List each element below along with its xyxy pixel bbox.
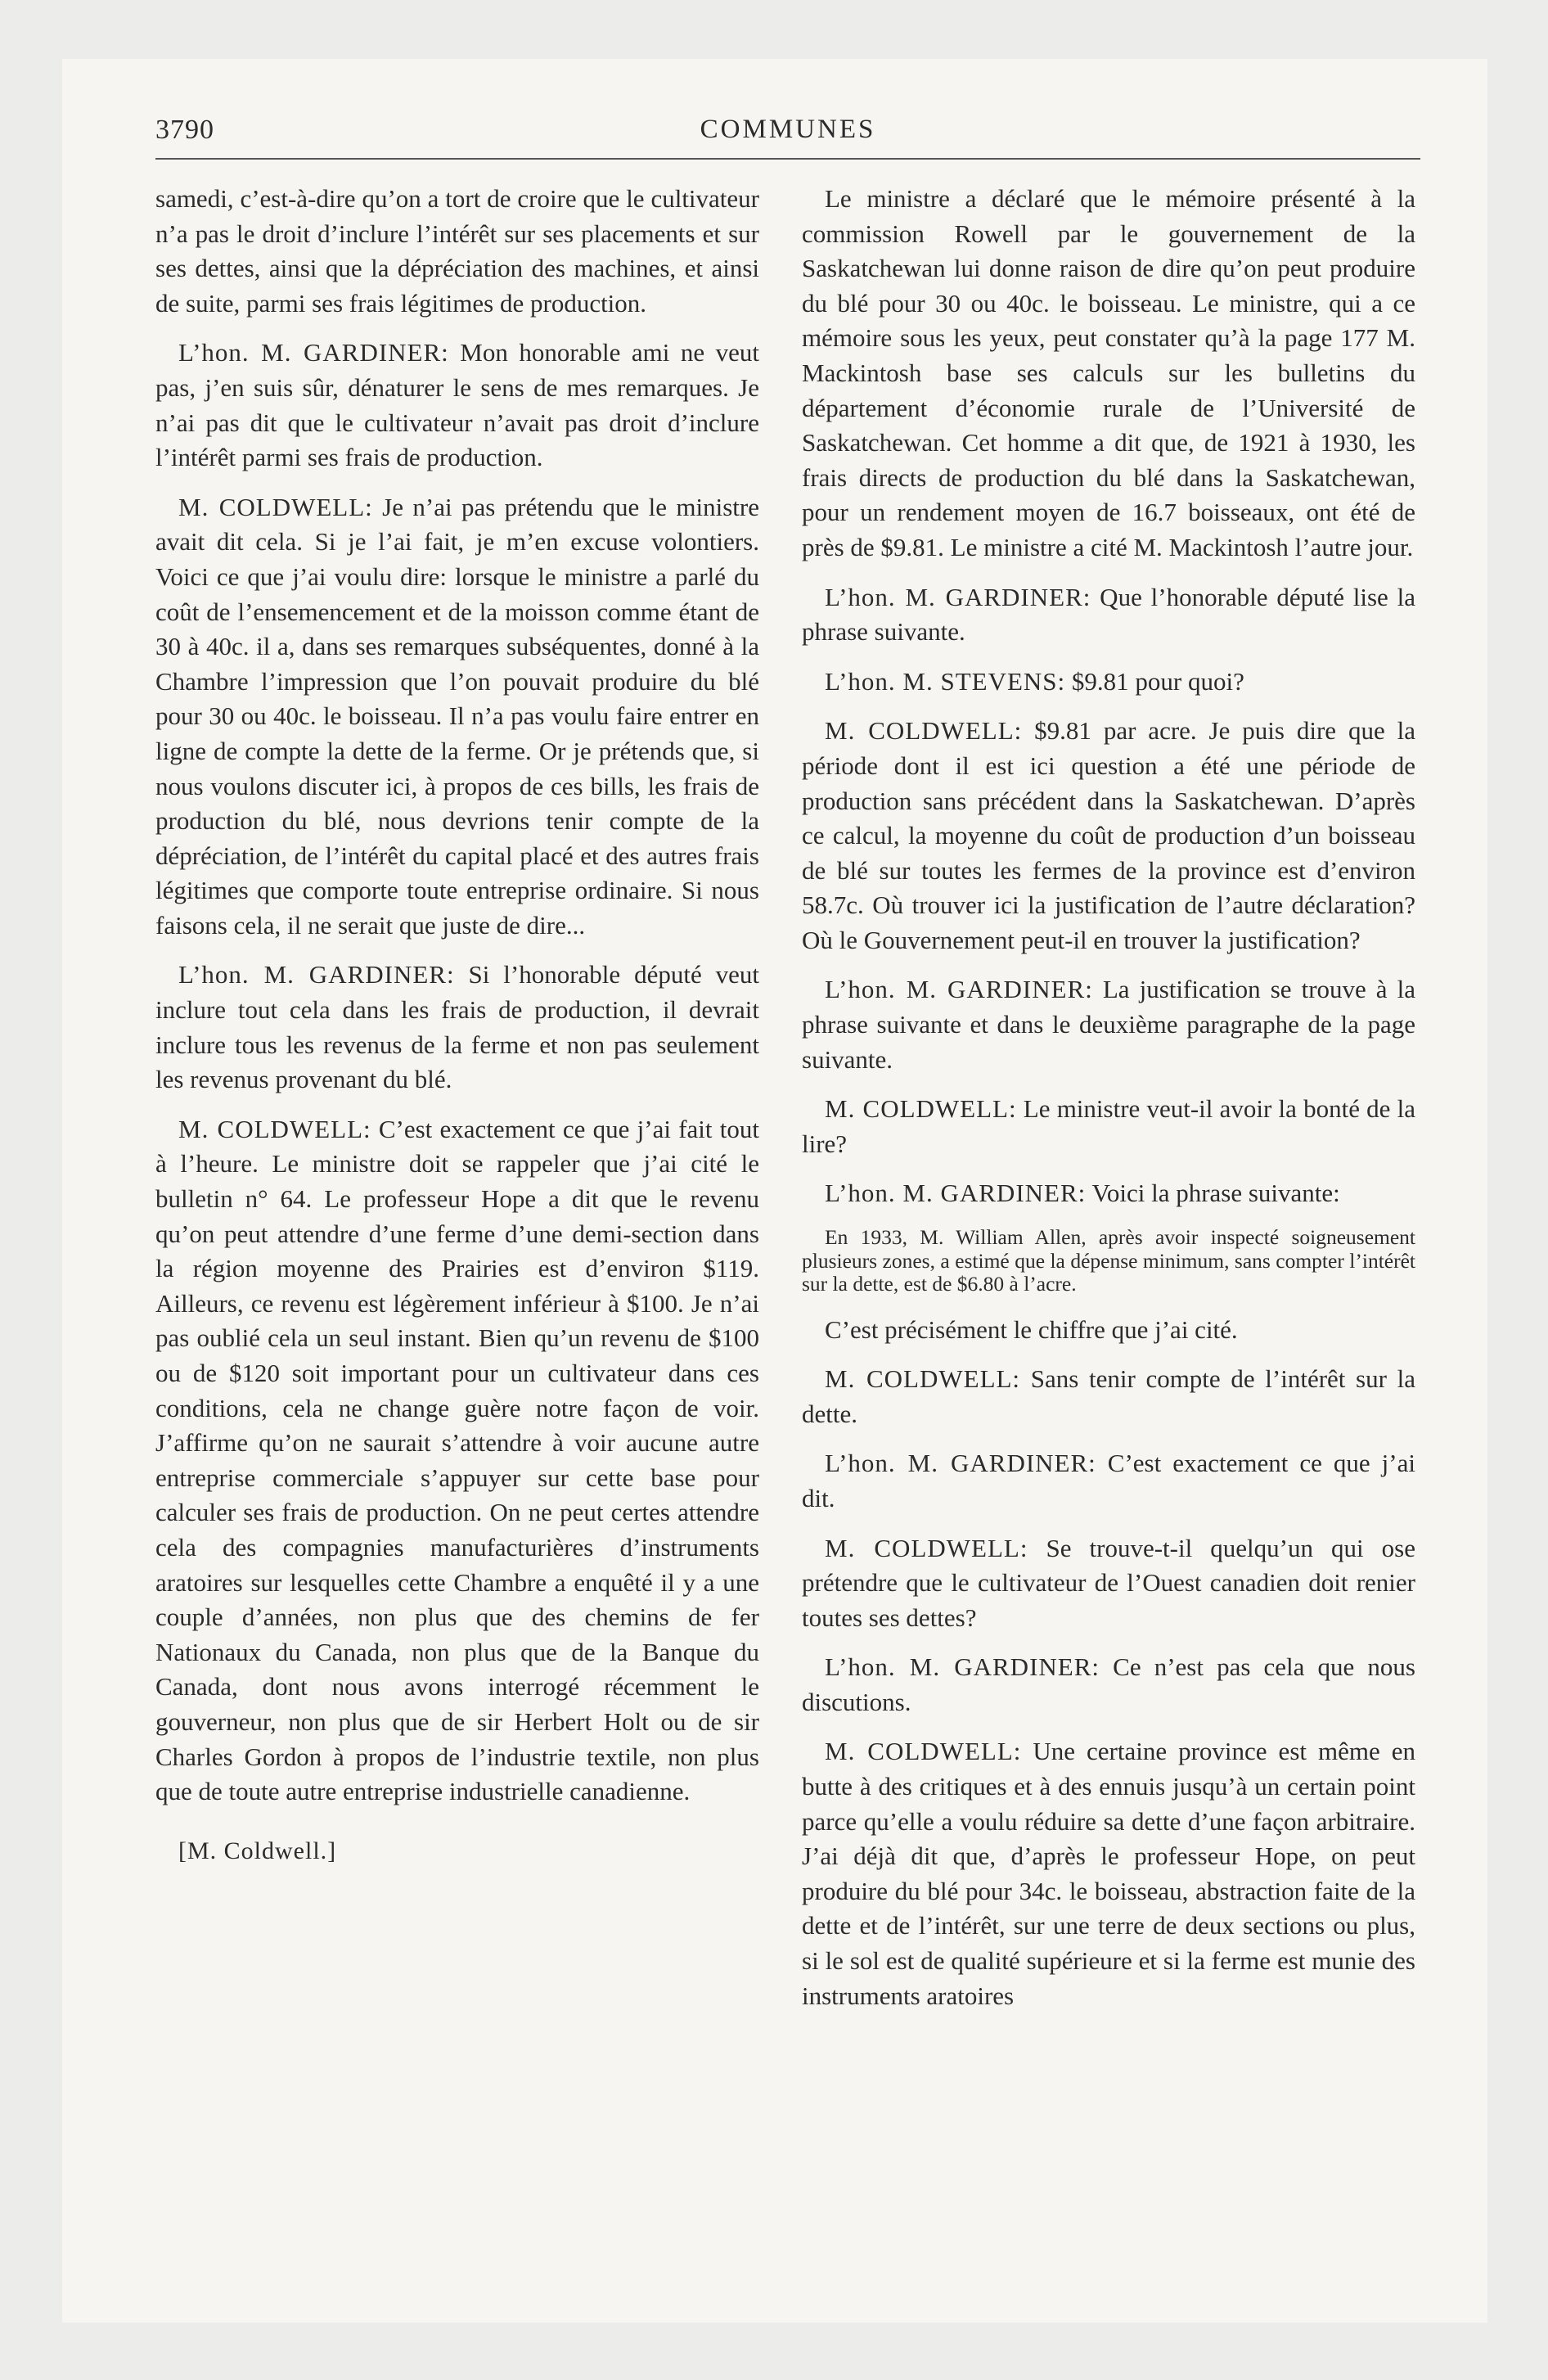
page-header — [155, 106, 1420, 159]
block-quote: En 1933, M. William Allen, après avoir inspecté soigneusement plusieurs zones, a estimé que la dépense minimum, sans compter l’intérêt sur la dette, est de $6.80 à l’acre. — [802, 1225, 1415, 1296]
paragraph: M. COLDWELL: Sans tenir compte de l’intérêt sur la dette. — [802, 1364, 1415, 1428]
paragraph: M. COLDWELL: Se trouve-t-il quelqu’un qui ose prétendre que le cultivateur de l’Ouest canadien doit renier toutes ses dettes? — [802, 1533, 1415, 1632]
speaker-name: L’hon. M. GARDINER: — [178, 338, 449, 367]
speaker-name: L’hon. M. STEVENS: — [825, 666, 1066, 696]
header-rule — [155, 158, 1420, 160]
paragraph: L’hon. M. GARDINER: Voici la phrase suivante: — [825, 1179, 1340, 1208]
speaker-name: M. COLDWELL: — [825, 1737, 1022, 1766]
speaker-name: L’hon. M. GARDINER: — [825, 1179, 1087, 1208]
page-number: 3790 — [155, 115, 214, 145]
paragraph: L’hon. M. GARDINER: Que l’honorable député lise la phrase suivante. — [802, 582, 1415, 647]
left-column — [155, 182, 759, 1868]
speaker-name: L’hon. M. GARDINER: — [178, 960, 455, 989]
paragraph: M. COLDWELL: Le ministre veut-il avoir la bonté de la lire? — [802, 1094, 1415, 1158]
paragraph: L’hon. M. GARDINER: Si l’honorable député veut inclure tout cela dans les frais de production, il devrait inclure tous les revenus de la ferme et non pas seulement les revenus provenant du blé. — [155, 960, 759, 1094]
paragraph: C’est précisément le chiffre que j’ai cité. — [825, 1314, 1238, 1344]
speaker-name: L’hon. M. GARDINER: — [825, 975, 1093, 1004]
paragraph: samedi, c’est-à-dire qu’on a tort de croire que le cultivateur n’a pas le droit d’inclure l’intérêt sur ses placements et sur ses dettes, ainsi que la dépréciation des machines, et ainsi de suite, parmi ses frais légitimes de production. — [155, 184, 759, 318]
speaker-name: M. COLDWELL: — [178, 492, 373, 521]
right-column — [802, 182, 1415, 2028]
paragraph: L’hon. M. GARDINER: Ce n’est pas cela que nous discutions. — [802, 1652, 1415, 1716]
speaker-name: M. COLDWELL: — [825, 1094, 1017, 1124]
speaker-name: M. COLDWELL: — [825, 1533, 1028, 1562]
paragraph: Le ministre a déclaré que le mémoire présenté à la commission Rowell par le gouvernement de la Saskatchewan lui donne raison de dire qu’on peut produire du blé pour 30 ou 40c. le boisseau. Le ministre, qui a ce mémoire sous les yeux, peut constater qu’à la page 177 M. Mackintosh base ses calculs sur les bulletins du département d’économie rurale de l’Université de Saskatchewan. Cet homme a dit que, de 1921 à 1930, les frais directs de production du blé dans la Saskatchewan, pour un rendement moyen de 16.7 boisseaux, ont été de près de $9.81. Le ministre a cité M. Mackintosh l’autre jour. — [802, 184, 1415, 561]
paragraph: M. COLDWELL: $9.81 par acre. Je puis dire que la période dont il est ici question a été une période de production sans précédent dans la Saskatchewan. D’après ce calcul, la moyenne du coût de production d’un boisseau de blé sur toutes les fermes de la province est d’environ 58.7c. Où trouver ici la justification de l’autre déclaration? Où le Gouvernement peut-il en trouver la justification? — [802, 716, 1415, 954]
speaker-name: L’hon. M. GARDINER: — [825, 1652, 1100, 1682]
paragraph: L’hon. M. GARDINER: La justification se trouve à la phrase suivante et dans le deuxième paragraphe de la page suivante. — [802, 975, 1415, 1074]
speaker-name: L’hon. M. GARDINER: — [825, 1449, 1096, 1478]
paragraph: M. COLDWELL: Je n’ai pas prétendu que le ministre avait dit cela. Si je l’ai fait, je m’en excuse volontiers. Voici ce que j’ai voulu dire: lorsque le ministre a parlé du coût de l’ensemencement et de la moisson comme étant de 30 à 40c. il a, dans ses remarques subséquentes, donné à la Chambre l’impression que l’on pouvait produire du blé pour 30 ou 40c. le boisseau. Il n’a pas voulu faire entrer en ligne de compte la dette de la ferme. Or je prétends que, si nous voulons discuter ici, à propos de ces bills, les frais de production du blé, nous devrions tenir compte de la dépréciation, de l’intérêt du capital placé et des autres frais légitimes que comporte toute entreprise ordinaire. Si nous faisons cela, il ne serait que juste de dire... — [155, 492, 759, 940]
speaker-name: L’hon. M. GARDINER: — [825, 582, 1091, 611]
running-head: COMMUNES — [700, 115, 876, 144]
paragraph: M. COLDWELL: C’est exactement ce que j’ai fait tout à l’heure. Le ministre doit se rappeler que j’ai cité le bulletin n° 64. Le professeur Hope a dit que le revenu qu’on peut attendre d’une ferme d’une demi-section dans la région moyenne des Prairies est d’environ $119. Ailleurs, ce revenu est légèrement inférieur à $100. Je n’ai pas oublié cela un seul instant. Bien qu’un revenu de $100 ou de $120 soit important pour un cultivateur dans ces conditions, cela ne change guère notre façon de voir. J’affirme qu’on ne saurait s’attendre à voir aucune autre entreprise commerciale s’appuyer sur cette base pour calculer ses frais de production. On ne peut certes attendre cela des compagnies manufacturières d’instruments aratoires sur lesquelles cette Chambre a enquêté il y a une couple d’années, non plus que des chemins de fer Nationaux du Canada, non plus que de la Banque du Canada, dont nous avons interrogé récemment le gouverneur, non plus que de sir Herbert Holt ou de sir Charles Gordon à propos de l’industrie textile, non plus que de toute autre entreprise industrielle canadienne. — [155, 1114, 759, 1806]
paragraph: L’hon. M. STEVENS: $9.81 pour quoi? — [825, 666, 1244, 696]
paragraph: L’hon. M. GARDINER: C’est exactement ce que j’ai dit. — [802, 1449, 1415, 1512]
paragraph: L’hon. M. GARDINER: Mon honorable ami ne veut pas, j’en suis sûr, dénaturer le sens de mes remarques. Je n’ai pas dit que le cultivateur n’avait pas droit d’inclure l’intérêt parmi ses frais de production. — [155, 338, 759, 472]
speaker-name: M. COLDWELL: — [178, 1114, 371, 1143]
paragraph: M. COLDWELL: Une certaine province est même en butte à des critiques et à des ennuis jusqu’à un certain point parce qu’elle a voulu réduire sa dette d’une façon arbitraire. J’ai déjà dit que, d’après le professeur Hope, on peut produire du blé pour 34c. le boisseau, abstraction faite de la dette et de l’intérêt, sur une terre de deux sections ou plus, si le sol est de qualité supérieure et si la ferme est munie des instruments aratoires — [802, 1737, 1415, 2010]
speaker-name: M. COLDWELL: — [825, 1364, 1021, 1394]
speaker-footer: [M. Coldwell.] — [178, 1837, 337, 1864]
speaker-name: M. COLDWELL: — [825, 716, 1023, 746]
